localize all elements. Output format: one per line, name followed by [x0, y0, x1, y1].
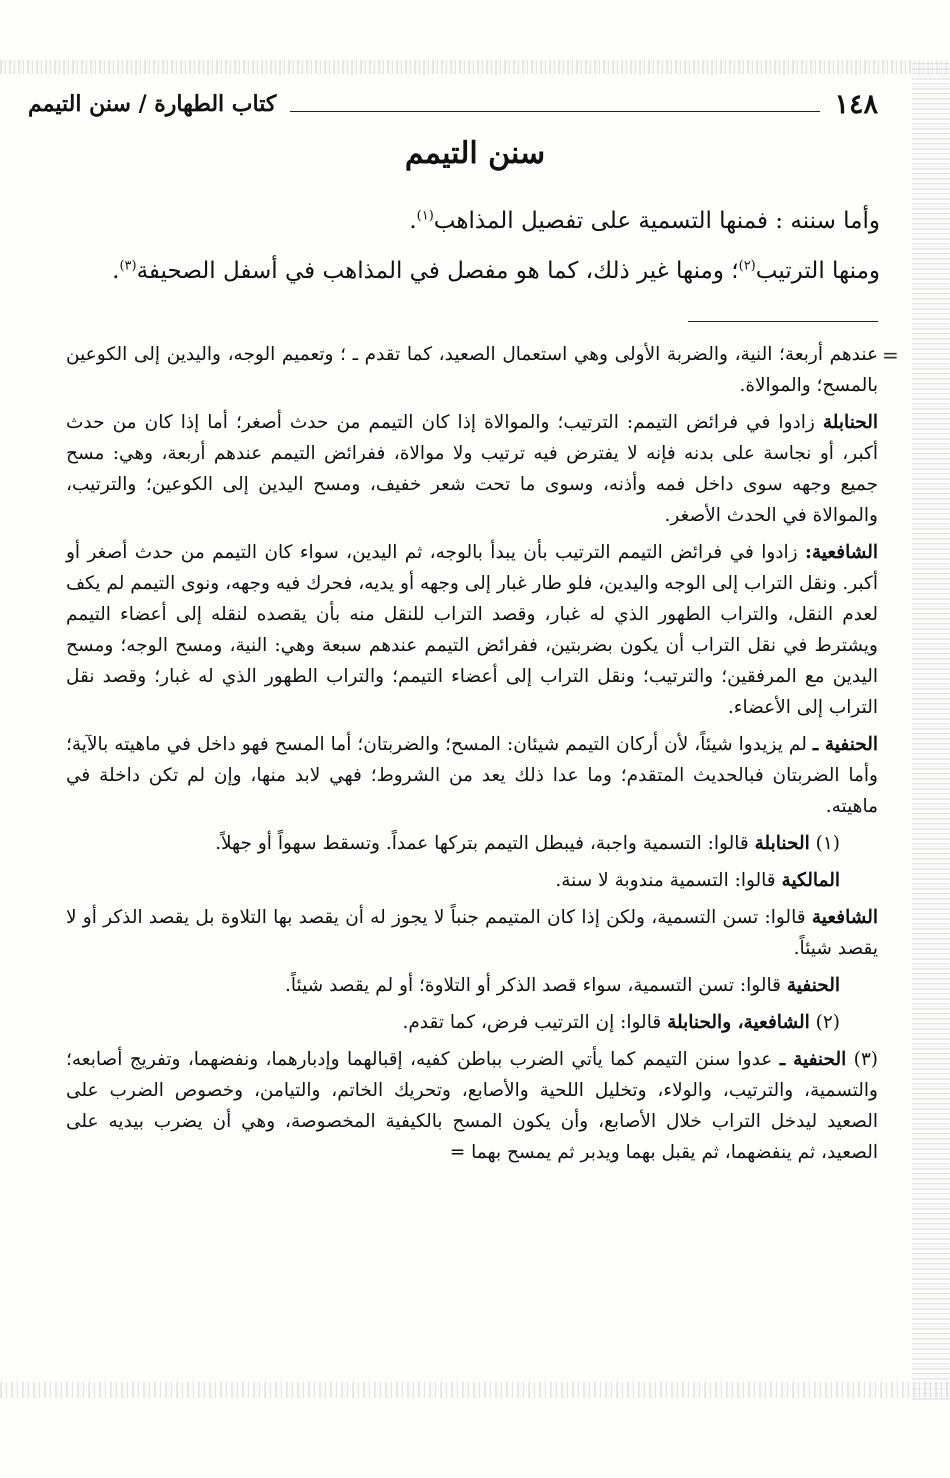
footnote-paragraph: الحنفية ـ لم يزيدوا شيئاً، لأن أركان التيمم شيئان: المسح؛ والضربتان؛ أما المسح فهو داخل في ماهيته بالآية؛ وأما الضربتان فبالحديث المتقدم؛ وما عدا ذلك يعد من الشروط؛ فهي لابد منها، وإن لم تكن داخلة في ماهيته.: [66, 734, 878, 817]
continuation-mark-top: =: [882, 343, 899, 367]
page-edge-right: [912, 60, 950, 1400]
page-number: ١٤٨: [834, 88, 878, 120]
main-line-1: وأما سننه : فمنها التسمية على تفصيل المذاهب$^{(١)}$.: [409, 208, 880, 234]
running-title: كتاب الطهارة / سنن التيمم: [28, 91, 277, 117]
footnote-divider: [688, 321, 878, 322]
footnote-paragraph: الشافعية: زادوا في فرائض التيمم الترتيب بأن يبدأ بالوجه، ثم اليدين، سواء كان التيمم من حدث أصغر أو أكبر. ونقل التراب إلى الوجه واليدين، فلو طار غبار إلى وجهه أو يديه، فحرك فيه وجهه، ونوى التيمم لم يكف لعدم النقل، والتراب الطهور الذي له غبار، وقصد التراب للنقل منه بأن يقصده لنقله إلى أعضاء التيمم ويشترط في نقل التراب أن يكون بضربتين، ففرائض التيمم عندهم سبعة وهي: النية، ومسح الوجه؛ ومسح اليدين مع المرفقين؛ والترتيب؛ ونقل التراب إلى أعضاء التيمم؛ والتراب الطهور الذي له غبار؛ وقصد نقل التراب إلى الأعضاء.: [66, 542, 878, 718]
main-line-2: ومنها الترتيب$^{(٢)}$؛ ومنها غير ذلك، كما هو مفصل في المذاهب في أسفل الصحيفة$^{(٣)}$.: [112, 258, 880, 284]
footnote-paragraph: الحنابلة زادوا في فرائض التيمم: الترتيب؛ والموالاة إذا كان التيمم من حدث أصغر؛ أما إذا كان من حدث أكبر، أو نجاسة على بدنه فإنه لا يفترض فيه ترتيب ولا موالاة، ففرائض التيمم عندهم أربعة، وهي: مسح جميع وجهه سوى داخل فمه وأذنه، وسوى ما تحت شعر خفيف، ومسح اليدين إلى الكوعين؛ والترتيب، والموالاة في الحدث الأصغر.: [66, 412, 878, 526]
footnote-2: (٢) الشافعية، والحنابلة قالوا: إن الترتيب فرض، كما تقدم.: [402, 1012, 840, 1033]
footnote-paragraph: عندهم أربعة؛ النية، والضربة الأولى وهي استعمال الصعيد، كما تقدم ـ ؛ وتعميم الوجه، واليدين إلى الكوعين بالمسح؛ والموالاة.: [66, 344, 878, 396]
main-text: [50, 196, 880, 296]
footnote-1-shafii: الشافعية قالوا: تسن التسمية، ولكن إذا كان المتيمم جنباً لا يجوز له أن يقصد بها التلاوة بل يقصد الذكر أو لا يقصد شيئاً.: [66, 907, 878, 959]
footnote-3: (٣) الحنفية ـ عدوا سنن التيمم كما يأتي الضرب بباطن كفيه، إقبالهما وإدبارهما، ونفضهما، وتفريج أصابعه؛ والتسمية، والترتيب، والولاء، وتخليل اللحية والأصابع، وتحريك الخاتم، والتيامن، وخصوص الضرب على الصعيد ليدخل التراب خلال الأصابع، وأن يكون المسح بالكيفية المخصوصة، وهي أن يضرب بيديه على الصعيد، ثم ينفضهما، ثم يقبل بهما ويدبر ثم يمسح بهما =: [66, 1049, 878, 1163]
footnote-ref-3: (٣): [119, 258, 137, 274]
footnote-1: (١) الحنابلة قالوا: التسمية واجبة، فيبطل التيمم بتركها عمداً. وتسقط سهواً أو جهلاً.: [215, 833, 840, 854]
footnote-ref-1: (١): [416, 208, 434, 224]
section-title: سنن التيمم: [404, 136, 546, 171]
footnote-1-maliki: المالكية قالوا: التسمية مندوبة لا سنة.: [555, 870, 840, 891]
header-rule: [290, 111, 820, 112]
continuation-mark-bottom: =: [449, 1142, 466, 1163]
page-edge-bottom: [0, 1382, 950, 1398]
footnote-ref-2: (٢): [738, 258, 756, 274]
running-header: [28, 84, 878, 124]
footnote-1-hanafi: الحنفية قالوا: تسن التسمية، سواء قصد الذكر أو التلاوة؛ أو لم يقصد شيئاً.: [285, 975, 840, 996]
footnotes: [66, 339, 878, 1174]
page-edge-top: [0, 60, 950, 74]
